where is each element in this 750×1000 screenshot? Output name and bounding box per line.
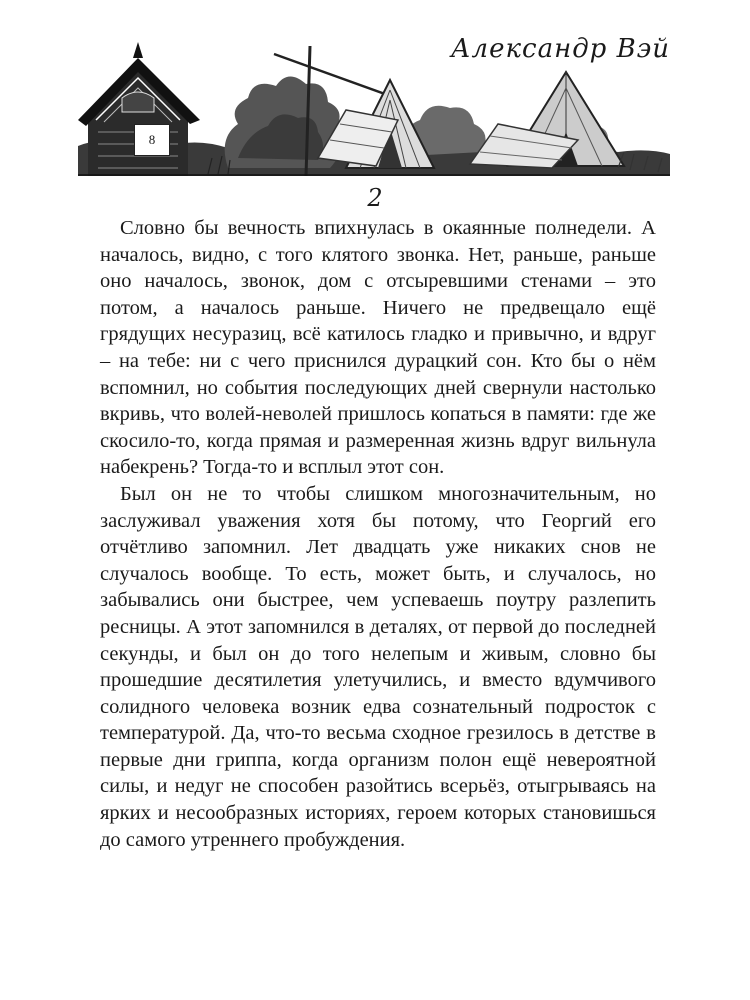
chapter-number: 2 [367, 184, 383, 212]
chapter-text [100, 215, 656, 853]
paragraph: Был он не то чтобы слишком многозначительным, но заслуживал уважения хотя бы потому, что Георгий его отчётливо запомнил. Лет двадцать уже никаких снов не случалось вообще. То есть, может быть, и случалось, но забывались они быстрее, чем успеваешь поутру разлепить ресницы. А этот запомнился в деталях, от первой до последней секунды, и был он до того нелепым и живым, словно бы прошедшие десятилетия улетучились, и вместо вдумчивого солидного человека возник едва сознательный подросток с температурой. Да, что-то весьма сходное грезилось в детстве в первые дни гриппа, когда организм полон ещё невероятной силы, и недуг не способен разойтись всерьёз, отыгрываясь на ярких и несообразных историях, героем которых становишься до самого утреннего пробуждения. [100, 482, 656, 851]
paragraph: Словно бы вечность впихнулась в окаянные полнедели. А началось, видно, с того клятого звонка. Нет, раньше, раньше оно началось, звонок, дом с отсыревшими стенами – это потом, а началось раньше. Ничего не предвещало ещё грядущих несуразиц, всё катилось гладко и привычно, и вдруг – на тебе: ни с чего приснился дурацкий сон. Кто бы о нём вспомнил, но события последующих дней свернули настолько вкривь, что волей-неволей пришлось копаться в памяти: где же скосило-то, когда прямая и размеренная жизнь вдруг вильнула набекрень? Тогда-то и всплыл этот сон. [100, 217, 656, 479]
page-header [78, 28, 670, 176]
author-name: Александр Вэй [450, 34, 670, 64]
page-number: 8 [134, 124, 170, 156]
